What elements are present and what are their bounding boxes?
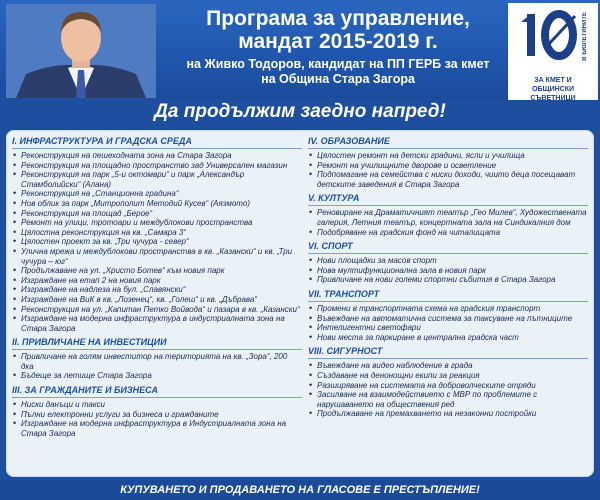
section-list <box>12 151 302 333</box>
list-item: • Привличане на нови големи спортни събития в Стара Загора <box>308 275 588 285</box>
list-item: • Цялостна реконструкция на кв. „Самара 3“ <box>12 228 302 238</box>
section-list <box>308 151 588 189</box>
list-item: • Интелигентни светофари <box>308 323 588 333</box>
list-item: • Реконструкция на площад „Берое“ <box>12 209 302 219</box>
number-ten-icon <box>517 6 581 64</box>
list-item: • Реконструкция на площадно пространство зад Универсален магазин <box>12 161 302 171</box>
footer-warning: КУПУВАНЕТО И ПРОДАВАНЕТО НА ГЛАСОВЕ Е ПРЕСТЪПЛЕНИЕ! <box>0 480 600 500</box>
section-title: I. ИНФРАСТРУКТУРА И ГРАДСКА СРЕДА <box>12 136 302 149</box>
section-list <box>12 400 302 438</box>
list-item: • Изграждане на надлеза на бул. „Славянски“ <box>12 285 302 295</box>
program-section <box>308 136 588 189</box>
title-line-4: на Община Стара Загора <box>261 72 415 86</box>
logo-caption-line-1: ЗА КМЕТ И <box>534 77 572 84</box>
list-item: • Бъдеще за летище Стара Загора <box>12 371 302 381</box>
header-title <box>168 7 508 87</box>
program-section <box>12 385 302 438</box>
list-item: • Изграждане на модерна инфраструктура в индустриалната зона на Стара Загора <box>12 314 302 333</box>
list-item: • Подобряване на градския фонд на читалищата <box>308 228 588 238</box>
slogan: Да продължим заедно напред! <box>154 101 446 122</box>
section-title: V. КУЛТУРА <box>308 193 588 206</box>
section-list <box>308 304 588 342</box>
header-banner <box>0 0 600 102</box>
list-item: • Ремонт на улици, тротоари и междублокови пространства <box>12 218 302 228</box>
list-item: • Въвеждане на видео наблюдение в града <box>308 361 588 371</box>
list-item: • Ремонт на училищните дворове и осветление <box>308 161 588 171</box>
program-section <box>308 289 588 342</box>
list-item: • Въвеждане на автоматична система за таксуване на пътниците <box>308 314 588 324</box>
list-item: • Промени в транспортната схема на градския транспорт <box>308 304 588 314</box>
list-item: • Привличане на голям инвеститор на територията на кв. „Зора“, 200 дка <box>12 352 302 371</box>
list-item: • Реконструкция на пешеходната зона на Стара Загора <box>12 151 302 161</box>
list-item: • Реконструкция на „Станционна градина“ <box>12 189 302 199</box>
list-item: • Пълни електронни услуги за бизнеса и гражданите <box>12 410 302 420</box>
candidate-photo <box>6 4 156 98</box>
list-item: • Ниски данъци и такси <box>12 400 302 410</box>
title-line-1: Програма за управление, <box>206 7 470 30</box>
list-item: • Засилване на взаимодействието с МВР по проблемите с нарушаването на обществения ред <box>308 390 588 409</box>
list-item: • Продължаване на ул. „Христо Ботев“ към новия парк <box>12 266 302 276</box>
program-section <box>308 241 588 285</box>
title-line-3: на Живко Тодоров, кандидат на ПП ГЕРБ за кмет <box>186 57 490 71</box>
program-column-right <box>308 136 588 423</box>
list-item: • Нов облик за парк „Митрополит Методий Кусев“ (Аязмото) <box>12 199 302 209</box>
list-item: • Нови площадки за масов спорт <box>308 256 588 266</box>
list-item: • Реконструкция на ул. „Капитан Петко Войвода“ и пазара в кв. „Казански“ <box>12 305 302 315</box>
section-title: VIII. СИГУРНОСТ <box>308 346 588 359</box>
list-item: • Изграждане на ВиК в кв. „Лозенец“, кв. „Голеш“ и кв. „Дъбрава“ <box>12 295 302 305</box>
list-item: • Цялостен проект за кв. „Три чучура - север“ <box>12 237 302 247</box>
section-title: IV. ОБРАЗОВАНИЕ <box>308 136 588 149</box>
list-item: • Изграждане на модерна инфраструктура в Индустриалната зона на Стара Загора <box>12 419 302 438</box>
program-column-left <box>12 136 302 442</box>
list-item: • Създаване на денонощни екипи за реакция <box>308 371 588 381</box>
logo-caption <box>509 76 597 103</box>
list-item: • Продължаване на премахването на незаконни постройки <box>308 409 588 419</box>
section-list <box>308 208 588 237</box>
program-section <box>12 136 302 333</box>
ballot-number-logo <box>508 3 598 100</box>
logo-side-text: В БЮЛЕТИНИТЕ <box>582 12 588 61</box>
list-item: • Разширяване на системата на доброволческите отряди <box>308 381 588 391</box>
list-item: • Подпомагане на семейства с ниски доходи, чиито деца посещават детските заведения в Стара Загора <box>308 170 588 189</box>
candidate-portrait-icon <box>6 4 156 98</box>
program-section <box>308 346 588 419</box>
section-list <box>308 361 588 419</box>
section-title: III. ЗА ГРАЖДАНИТЕ И БИЗНЕСА <box>12 385 302 398</box>
list-item: • Реновиране на Драматичният театър „Гео Милев“, Художествената галерия, Летния театър, концертната зала на Синдикалния дом <box>308 208 588 227</box>
list-item: • Нови места за паркиране в централна градска част <box>308 333 588 343</box>
list-item: • Цялостен ремонт на детски градини, ясли и училища <box>308 151 588 161</box>
program-section <box>308 193 588 237</box>
list-item: • Реконструкция на парк „5-и октомври“ и парк „Александър Стамболийски“ (Алана) <box>12 170 302 189</box>
section-title: VI. СПОРТ <box>308 241 588 254</box>
list-item: • Нова мултифункционална зала в новия парк <box>308 266 588 276</box>
section-title: II. ПРИВЛИЧАНЕ НА ИНВЕСТИЦИИ <box>12 337 302 350</box>
section-title: VII. ТРАНСПОРТ <box>308 289 588 302</box>
logo-caption-line-2: ОБЩИНСКИ СЪВЕТНИЦИ <box>530 86 576 102</box>
title-line-2: мандат 2015-2019 г. <box>238 30 438 53</box>
section-list <box>12 352 302 381</box>
list-item: • Изграждане на етап 2 на новия парк <box>12 276 302 286</box>
program-section <box>12 337 302 381</box>
program-panel <box>6 130 594 477</box>
list-item: • Улична мрежа и междублокови пространства в кв. „Казански“ и кв. „Три чучура – юг“ <box>12 247 302 266</box>
section-list <box>308 256 588 285</box>
